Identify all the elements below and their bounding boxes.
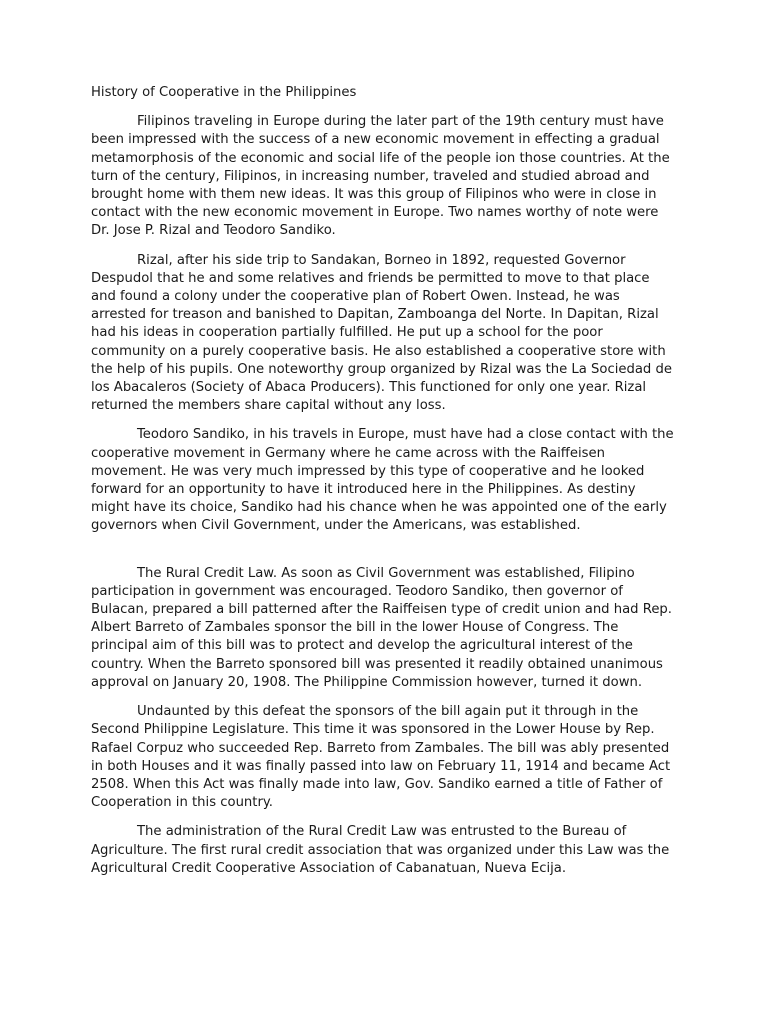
paragraph-administration: The administration of the Rural Credit Law was entrusted to the Bureau of Agriculture. The first rural credit association that was organized under this Law was the Agricultural Credit Cooperative Association of Cabanatuan, Nueva Ecija. — [91, 824, 670, 876]
paragraph-filipinos-in-europe: Filipinos traveling in Europe during the later part of the 19th century must have been impressed with the success of a new economic movement in effecting a gradual metamorphosis of the economic and social life of the people ion those countries. At the turn of the century, Filipinos, in increasing number, traveled and studied abroad and brought home with them new ideas. It was this group of Filipinos who were in close in contact with the new economic movement in Europe. Two names worthy of note were Dr. Jose P. Rizal and Teodoro Sandiko. — [91, 114, 670, 239]
paragraph-sandiko: Teodoro Sandiko, in his travels in Europe, must have had a close contact with the cooperative movement in Germany where he came across with the Raiffeisen movement. He was very much impressed by this type of cooperative and he looked forward for an opportunity to have it introduced here in the Philippines. As destiny might have its choice, Sandiko had his chance when he was appointed one of the early governors when Civil Government, under the Americans, was established. — [91, 427, 674, 534]
paragraph-second-legislature: Undaunted by this defeat the sponsors of the bill again put it through in the Second Philippine Legislature. This time it was sponsored in the Lower House by Rep. Rafael Corpuz who succeeded Rep. Barreto from Zambales. The bill was ably presented in both Houses and it was finally passed into law on February 11, 1914 and became Act 2508. When this Act was finally made into law, Gov. Sandiko earned a title of Father of Cooperation in this country. — [91, 704, 671, 811]
document-page — [91, 84, 674, 889]
paragraph-rural-credit-law: The Rural Credit Law. As soon as Civil Government was established, Filipino participation in government was encouraged. Teodoro Sandiko, then governor of Bulacan, prepared a bill patterned after the Raiffeisen type of credit union and had Rep. Albert Barreto of Zambales sponsor the bill in the lower House of Congress. The principal aim of this bill was to protect and develop the agricultural interest of the country. When the Barreto sponsored bill was presented it readily obtained unanimous approval on January 20, 1908. The Philippine Commission however, turned it down. — [91, 565, 672, 690]
document-title: History of Cooperative in the Philippines — [91, 85, 357, 100]
paragraph-rizal: Rizal, after his side trip to Sandakan, Borneo in 1892, requested Governor Despudol that he and some relatives and friends be permitted to move to that place and found a colony under the cooperative plan of Robert Owen. Instead, he was arrested for treason and banished to Dapitan, Zamboanga del Norte. In Dapitan, Rizal had his ideas in cooperation partially fulfilled. He put up a school for the poor community on a purely cooperative basis. He also established a cooperative store with the help of his pupils. One noteworthy group organized by Rizal was the La Sociedad de los Abacaleros (Society of Abaca Producers). This functioned for only one year. Rizal returned the members share capital without any loss. — [91, 252, 672, 414]
